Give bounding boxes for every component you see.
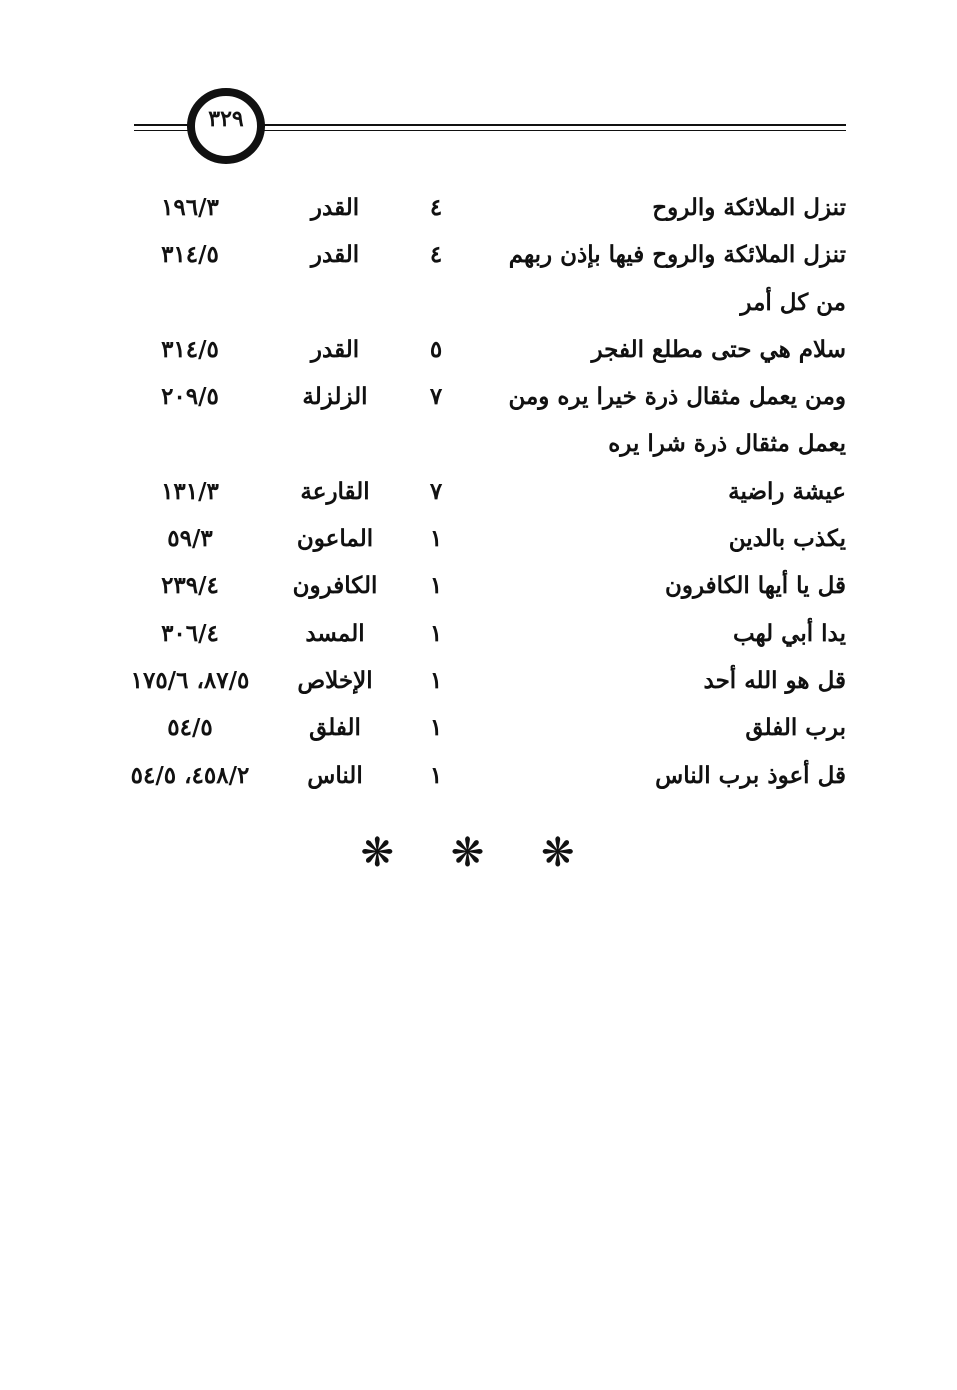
verse-text: تنزل الملائكة والروح (652, 194, 846, 221)
verse-text: يعمل مثقال ذرة شرا يره (608, 430, 846, 458)
verse-text: قل أعوذ برب الناس (655, 761, 846, 789)
list-item (130, 279, 846, 326)
page-header (134, 86, 846, 166)
page-reference: ٣١٤/٥ (161, 241, 219, 269)
ayah-number: ٤ (429, 194, 443, 221)
list-item (130, 373, 846, 420)
page-reference: ٥٩/٣ (167, 525, 213, 553)
list-item (130, 752, 846, 799)
list-item (130, 562, 846, 609)
surah-name: القارعة (300, 477, 370, 505)
list-item (130, 657, 846, 704)
ayah-number: ١ (429, 619, 443, 647)
list-item (130, 610, 846, 657)
ayah-number: ٧ (429, 477, 443, 505)
verse-text: من كل أمر (740, 288, 846, 316)
list-item (130, 468, 846, 515)
end-ornament: ❋ ❋ ❋ (360, 830, 597, 876)
list-item (130, 184, 846, 231)
ayah-number: ١ (429, 761, 443, 789)
page-reference: ٢٠٩/٥ (161, 383, 219, 411)
surah-name: الزلزلة (302, 383, 368, 411)
surah-name: الناس (307, 761, 363, 789)
surah-name: القدر (310, 335, 360, 363)
list-item (130, 515, 846, 562)
page-reference: ١٩٦/٣ (161, 194, 219, 221)
surah-name: الماعون (296, 525, 374, 553)
verse-text: يكذب بالدين (728, 525, 846, 553)
verse-text: سلام هي حتى مطلع الفجر (591, 335, 846, 363)
verse-text: تنزل الملائكة والروح فيها بإذن ربهم (508, 241, 846, 269)
ayah-number: ١ (429, 714, 443, 742)
verse-index-list (130, 184, 846, 799)
verse-text: قل يا أيها الكافرون (664, 572, 846, 600)
ayah-number: ١ (429, 666, 443, 694)
surah-name: المسد (305, 619, 365, 647)
ayah-number: ٤ (429, 241, 443, 269)
ayah-number: ٥ (429, 335, 443, 363)
verse-text: برب الفلق (745, 714, 846, 742)
verse-text: يدا أبي لهب (732, 619, 846, 647)
surah-name: الكافرون (292, 572, 378, 600)
page-reference: ٤٥٨/٢، ٥٤/٥ (130, 761, 250, 789)
page-reference: ٥٤/٥ (167, 714, 213, 742)
list-item (130, 231, 846, 278)
ayah-number: ٧ (429, 383, 443, 411)
list-item (130, 420, 846, 467)
page-number-badge (186, 86, 266, 166)
surah-name: القدر (310, 241, 360, 269)
page-reference: ٣١٤/٥ (161, 335, 219, 363)
verse-text: قل هو الله أحد (703, 666, 846, 694)
list-item (130, 704, 846, 751)
list-item (130, 326, 846, 373)
surah-name: الفلق (309, 714, 361, 742)
verse-text: ومن يعمل مثقال ذرة خيرا يره ومن (508, 383, 846, 411)
page-reference: ٣٠٦/٤ (161, 619, 219, 647)
surah-name: القدر (310, 194, 360, 221)
page-number: ٣٢٩ (208, 106, 244, 132)
page-reference: ٨٧/٥، ١٧٥/٦ (130, 666, 250, 694)
ayah-number: ١ (429, 572, 443, 600)
page-reference: ٢٣٩/٤ (161, 572, 219, 600)
page-reference: ١٣١/٣ (161, 477, 219, 505)
verse-text: عيشة راضية (728, 477, 846, 505)
ayah-number: ١ (429, 525, 443, 553)
surah-name: الإخلاص (297, 666, 373, 694)
